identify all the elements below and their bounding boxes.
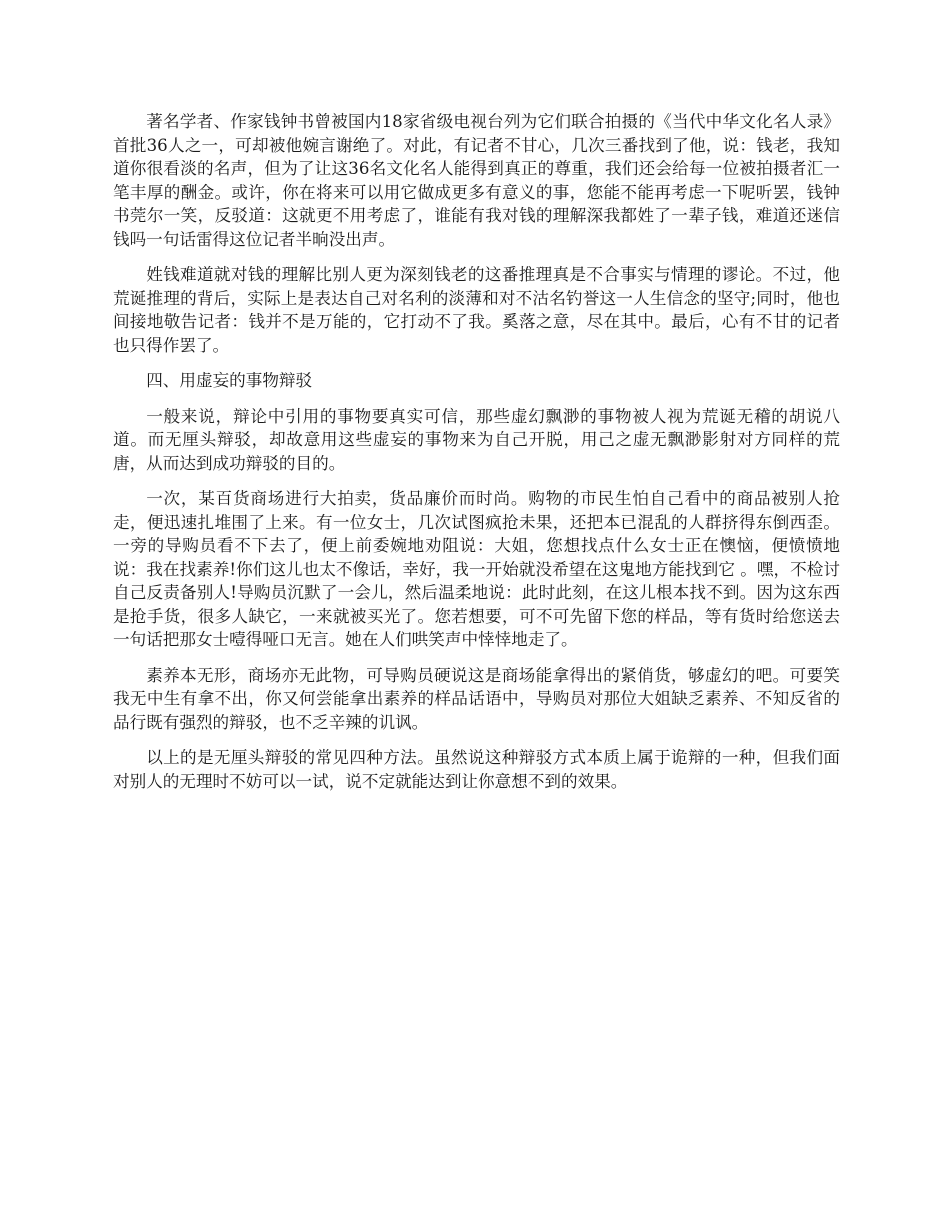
- paragraph-method-intro: 一般来说，辩论中引用的事物要真实可信，那些虚幻飘渺的事物被人视为荒诞无稽的胡说八道。而无厘头辩驳，却故意用这些虚妄的事物来为自己开脱，用己之虚无飘渺影射对方同样的荒唐，从而达到成功辩驳的目的。: [113, 406, 840, 473]
- paragraph-qian-analysis: 姓钱难道就对钱的理解比别人更为深刻钱老的这番推理真是不合事实与情理的谬论。不过，他荒诞推理的背后，实际上是表达自己对名利的淡薄和对不沽名钓誉这一人生信念的坚守;同时，他也间接地敬告记者：钱并不是万能的，它打动不了我。奚落之意，尽在其中。最后，心有不甘的记者也只得作罢了。: [113, 265, 840, 355]
- paragraph-store-story: 一次，某百货商场进行大拍卖，货品廉价而时尚。购物的市民生怕自己看中的商品被别人抢走，便迅速扎堆围了上来。有一位女士，几次试图疯抢未果，还把本已混乱的人群挤得东倒西歪。一旁的导购员看不下去了，便上前委婉地劝阻说：大姐，您想找点什么女士正在懊恼，便愤愤地说：我在找素养!你们这儿也太不像话，幸好，我一开始就没希望在这鬼地方能找到它 。嘿，不检讨自己反责备别人!导购员沉默了一会儿，然后温柔地说：此时此刻，在这儿根本找不到。因为这东西是抢手货，很多人缺它，一来就被买光了。您若想要，可不可先留下您的样品，等有货时给您送去一句话把那女士噎得哑口无言。她在人们哄笑声中悻悻地走了。: [113, 489, 840, 649]
- paragraph-conclusion: 以上的是无厘头辩驳的常见四种方法。虽然说这种辩驳方式本质上属于诡辩的一种，但我们面对别人的无理时不妨可以一试，说不定就能达到让你意想不到的效果。: [113, 748, 840, 791]
- paragraph-store-analysis: 素养本无形，商场亦无此物，可导购员硬说这是商场能拿得出的紧俏货，够虚幻的吧。可要笑我无中生有拿不出，你又何尝能拿出素养的样品话语中，导购员对那位大姐缺乏素养、不知反省的品行既有强烈的辩驳，也不乏辛辣的讥讽。: [113, 665, 840, 732]
- paragraph-qian-zhongshu-story: 著名学者、作家钱钟书曾被国内18家省级电视台列为它们联合拍摄的《当代中华文化名人录》首批36人之一，可却被他婉言谢绝了。对此，有记者不甘心，几次三番找到了他，说：钱老，我知道你很看淡的名声，但为了让这36名文化名人能得到真正的尊重，我们还会给每一位被拍摄者汇一笔丰厚的酬金。或许，你在将来可以用它做成更多有意义的事，您能不能再考虑一下呢听罢，钱钟书莞尔一笑，反驳道：这就更不用考虑了，谁能有我对钱的理解深我都姓了一辈子钱，难道还迷信钱吗一句话雷得这位记者半晌没出声。: [113, 112, 840, 249]
- section-heading-4: 四、用虚妄的事物辩驳: [146, 371, 313, 390]
- document-body: [113, 110, 840, 805]
